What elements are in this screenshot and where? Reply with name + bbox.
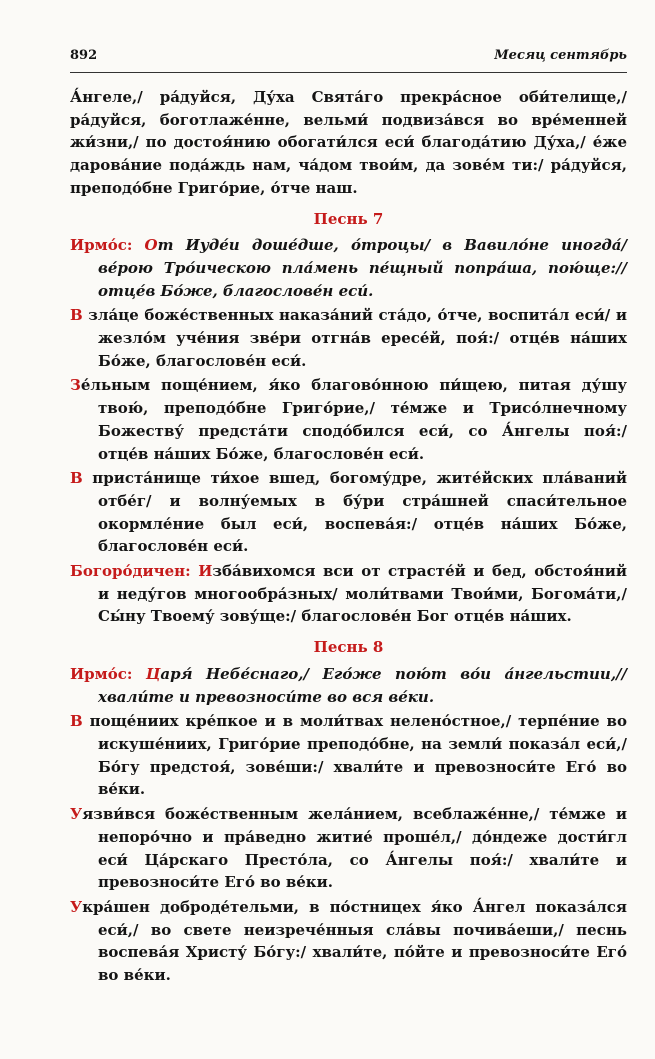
page-body <box>70 86 627 987</box>
drop-initial: В <box>70 712 83 731</box>
troparion-text: е́льным поще́нием, я́ко благово́нною пи́щею, питая ду́шу твою́, преподо́бне Григо́рие,/ те́мже и Трисо́лнечному Божеству́ предста́ти сподо́бился еси́, со А́нгелы поя́:/ отце́в на́ших Бо́же, благослове́н еси́. <box>80 376 627 463</box>
header-rule <box>70 72 627 73</box>
troparion-text: приста́нище ти́хое вшед, богому́дре, жите́йских пла́ваний отбе́г/ и волну́емых в бу́ри стра́шней спаси́тельное окормле́ние был еси́, воспева́я:/ отце́в на́ших Бо́же, благослове́н еси́. <box>82 469 627 556</box>
ode-7-troparion-1 <box>70 304 627 372</box>
ode-7-heading: Песнь 7 <box>313 209 384 228</box>
irmos-text: т Иуде́и доше́дше, о́троцы/ в Вавило́не иногда́/ ве́рою Тро́ическою пла́мень пе́щный попра́ша, пою́ще:// отце́в Бо́же, благослове́н еси́. <box>98 236 628 300</box>
irmos-text: аря́ Небе́снаго,/ Его́же пою́т во́и а́нгельстии,// хвали́те и превозноси́те во вся ве́ки. <box>98 664 628 706</box>
page-number: 892 <box>70 48 98 63</box>
ode-8-troparion-1 <box>70 710 627 801</box>
theotokion-text: зба́вихомся вси от страсте́й и бед, обстоя́ний и неду́гов многообра́зных/ моли́твами Твои́ми, Богома́ти,/ Сы́ну Твоему́ зову́ще:/ благослове́н Бог отце́в на́ших. <box>98 562 627 626</box>
drop-initial: У <box>70 805 83 824</box>
troparion-text: язви́вся боже́ственным жела́нием, всеблаже́нне,/ те́мже и непоро́чно и пра́ведно житие́ проше́л,/ до́ндеже дости́гл еси́ Ца́рскаго Престо́ла, со А́нгелы поя́:/ хвали́те и превозноси́те Его́ во ве́ки. <box>82 805 627 892</box>
drop-initial: В <box>70 306 83 325</box>
ode-8-troparion-3 <box>70 896 627 987</box>
intro-paragraph: А́нгеле,/ ра́дуйся, Ду́ха Свята́го прекра́сное оби́телище,/ ра́дуйся, боготлаже́нне, вельми́ подвиза́вся во вре́менней жи́зни,/ по достоя́нию обогати́лся еси́ благода́тию Ду́ха,/ е́же дарова́ние пода́ждь нам, ча́дом твои́м, да зове́м ти:/ ра́дуйся, преподо́бне Григо́рие, о́тче наш. <box>70 88 627 197</box>
irmos-label: Ирмо́с: <box>70 664 146 683</box>
theotokion-label: Богоро́дичен: <box>70 562 199 581</box>
drop-initial: З <box>70 376 81 395</box>
irmos-label: Ирмо́с: <box>70 236 145 255</box>
troparion-text: кра́шен доброде́тельми, в по́стницех я́ко А́нгел показа́лся еси́,/ во свете неизрече́нныя сла́вы почива́еши,/ песнь воспева́я Христу́ Бо́гу:/ хвали́те, по́йте и превозноси́те Его́ во ве́ки. <box>82 897 627 985</box>
drop-initial: В <box>70 469 83 488</box>
ode-8-heading: Песнь 8 <box>313 638 384 657</box>
irmos-initial: Ц <box>145 664 161 683</box>
running-title: Месяц сентябрь <box>494 48 627 63</box>
troparion-text: поще́ниих кре́пкое и в моли́твах нелено́стное,/ терпе́ние во искуше́ниих, Григо́рие преподо́бне, на земли́ показа́л еси́,/ Бо́гу предстоя́, зове́ши:/ хвали́те и превозноси́те Его́ во ве́ки. <box>82 712 627 799</box>
ode-8-irmos <box>70 663 627 708</box>
ode-8-troparion-2 <box>70 803 627 894</box>
ode-7-theotokion <box>70 560 627 628</box>
irmos-initial: О <box>144 236 158 255</box>
running-head <box>70 46 627 70</box>
troparion-text: зла́це боже́ственных наказа́ний ста́до, о́тче, воспита́л еси́/ и жезло́м уче́ния зве́ри отгна́в ересе́й, поя́:/ отце́в на́ших Бо́же, благослове́н еси́. <box>82 306 627 370</box>
ode-7-troparion-3 <box>70 467 627 558</box>
drop-initial: И <box>198 562 213 581</box>
drop-initial: У <box>70 897 83 916</box>
ode-7-irmos <box>70 234 627 302</box>
ode-7-troparion-2 <box>70 374 627 465</box>
